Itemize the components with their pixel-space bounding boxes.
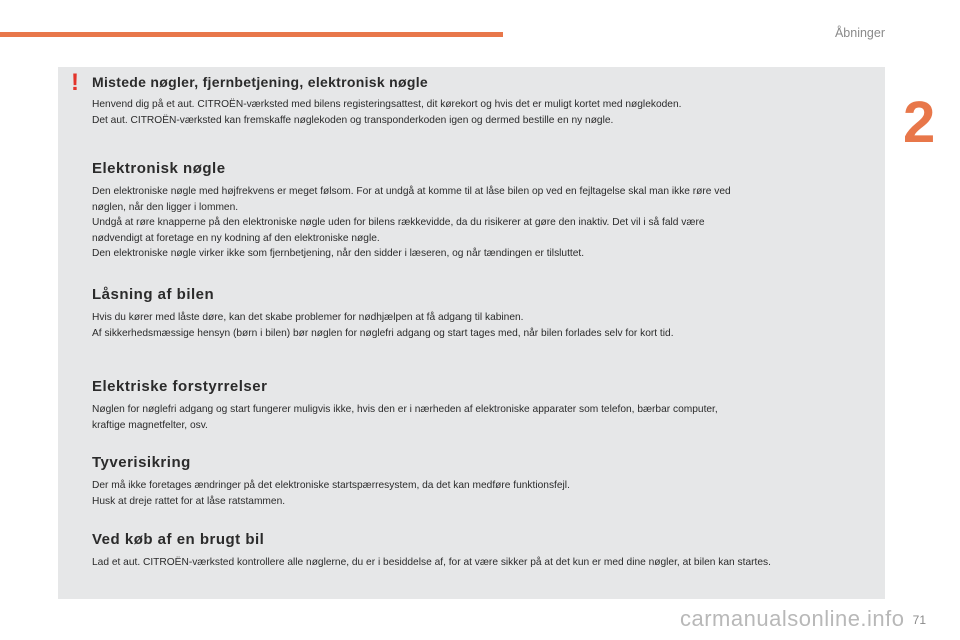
watermark: carmanualsonline.info [680,606,905,631]
block-title: Ved køb af en brugt bil [92,531,265,548]
header-accent-bar [0,32,503,37]
block-interference [92,378,882,433]
block-title: Tyverisikring [92,454,191,471]
block-title: Elektriske forstyrrelser [92,378,268,395]
block-text: Henvend dig på et aut. CITROËN-værksted med bilens registeringsattest, dit kørekort og hvis det er muligt kortet med nøglekoden. Det aut. CITROËN-værksted kan fremskaffe nøglekoden og transponderkoden igen og dermed bestille en ny nøgle. [92,99,682,126]
section-title: Åbninger [834,26,885,40]
block-lost-keys [92,74,882,128]
block-title: Mistede nøgler, fjernbetjening, elektronisk nøgle [92,74,428,90]
block-used-car [92,531,882,571]
block-text: Nøglen for nøglefri adgang og start fungerer muligvis ikke, hvis den er i nærheden af elektroniske apparater som telefon, bærbar computer, kraftige magnetfelter, osv. [92,404,718,431]
block-locking [92,286,882,341]
block-electronic-key [92,160,882,262]
block-text: Den elektroniske nøgle med højfrekvens er meget følsom. For at undgå at komme til at låse bilen op ved en fejltagelse skal man ikke røre ved nøglen, når den ligger i lommen. Undgå at røre knapperne på den elektroniske nøgle uden for bilens rækkevidde, da du risikerer at gøre den inaktiv. Det vil i så fald være nødvendigt at foretage en ny kodning af den elektroniske nøgle. Den elektroniske nøgle virker ikke som fjernbetjening, når den sidder i læseren, og når tændingen er tilsluttet. [92,186,731,259]
page-number: 71 [912,613,926,627]
chapter-number: 2 [903,90,936,155]
block-text: Lad et aut. CITROËN-værksted kontrollere alle nøglerne, du er i besiddelse af, for at være sikker på at det kun er med dine nøgler, at bilen kan startes. [92,557,771,568]
block-text: Der må ikke foretages ændringer på det elektroniske startspærresystem, da det kan medføre funktionsfejl. Husk at dreje rattet for at låse ratstammen. [92,480,570,507]
block-title: Elektronisk nøgle [92,160,226,177]
block-title: Låsning af bilen [92,286,215,303]
warning-icon: ! [71,69,79,96]
block-text: Hvis du kører med låste døre, kan det skabe problemer for nødhjælpen at få adgang til kabinen. Af sikkerhedsmæssige hensyn (børn i bilen) bør nøglen for nøglefri adgang og start tages med, når bilen forlades selv for kort tid. [92,312,674,339]
block-anti-theft [92,454,882,509]
